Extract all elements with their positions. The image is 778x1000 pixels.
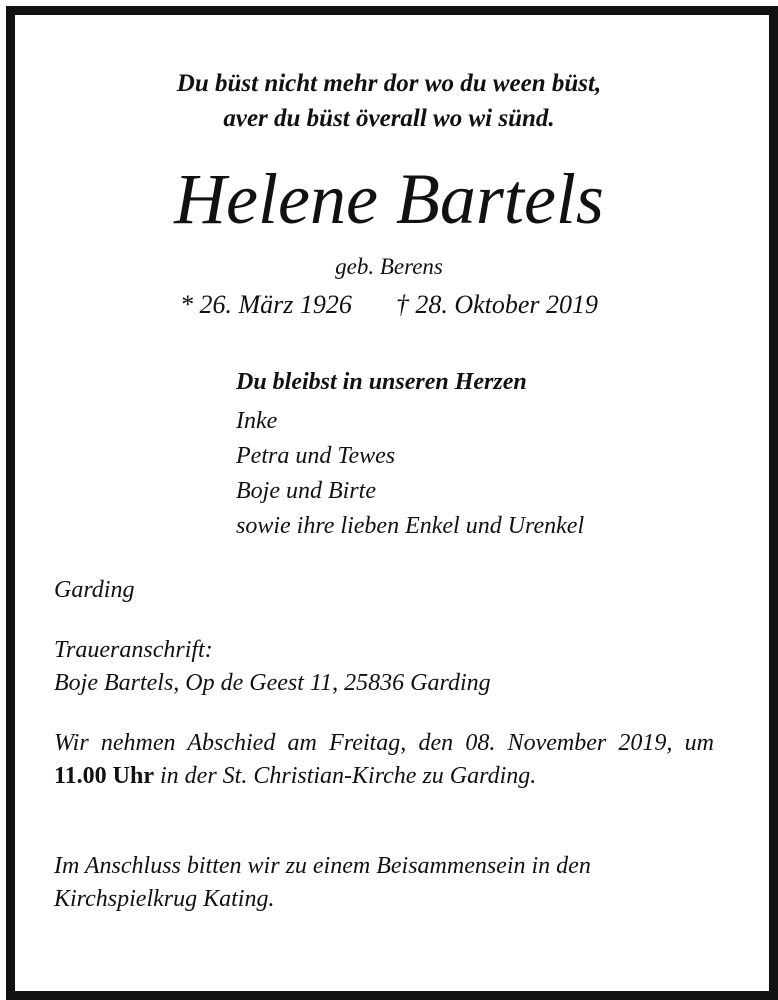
deceased-name: Helene Bartels: [174, 159, 604, 239]
place: Garding: [54, 577, 135, 603]
gathering-text: Im Anschluss bitten wir zu einem Beisammensein in den Kirchspielkrug Kating.: [54, 853, 591, 912]
farewell-after-time: in der St. Christian-Kirche zu Garding.: [154, 763, 537, 789]
farewell-time: 11.00 Uhr: [54, 763, 155, 789]
motto-line-2: aver du büst överall wo wi sünd.: [223, 105, 555, 132]
birth-date: * 26. März 1926: [179, 290, 352, 319]
mourner-name: sowie ihre lieben Enkel und Urenkel: [236, 513, 585, 539]
mourners-lead: Du bleibst in unseren Herzen: [236, 369, 527, 395]
mourner-name: Boje und Birte: [236, 478, 376, 504]
farewell-text: [54, 727, 714, 793]
address-label: Traueranschrift:: [54, 637, 213, 663]
life-dates: [0, 288, 778, 322]
mourner-name: Petra und Tewes: [236, 443, 396, 469]
motto: [0, 66, 778, 136]
farewell-before-time: Wir nehmen Abschied am Freitag, den 08. November 2019, um: [54, 730, 714, 756]
mourners-block: [236, 365, 584, 544]
motto-line-1: Du büst nicht mehr dor wo du ween büst,: [176, 70, 602, 97]
death-date: † 28. Oktober 2019: [395, 290, 599, 319]
mourner-name: Inke: [236, 408, 278, 434]
mourning-address: [54, 634, 491, 700]
address-value: Boje Bartels, Op de Geest 11, 25836 Garding: [54, 670, 491, 696]
maiden-name: geb. Berens: [335, 254, 443, 279]
